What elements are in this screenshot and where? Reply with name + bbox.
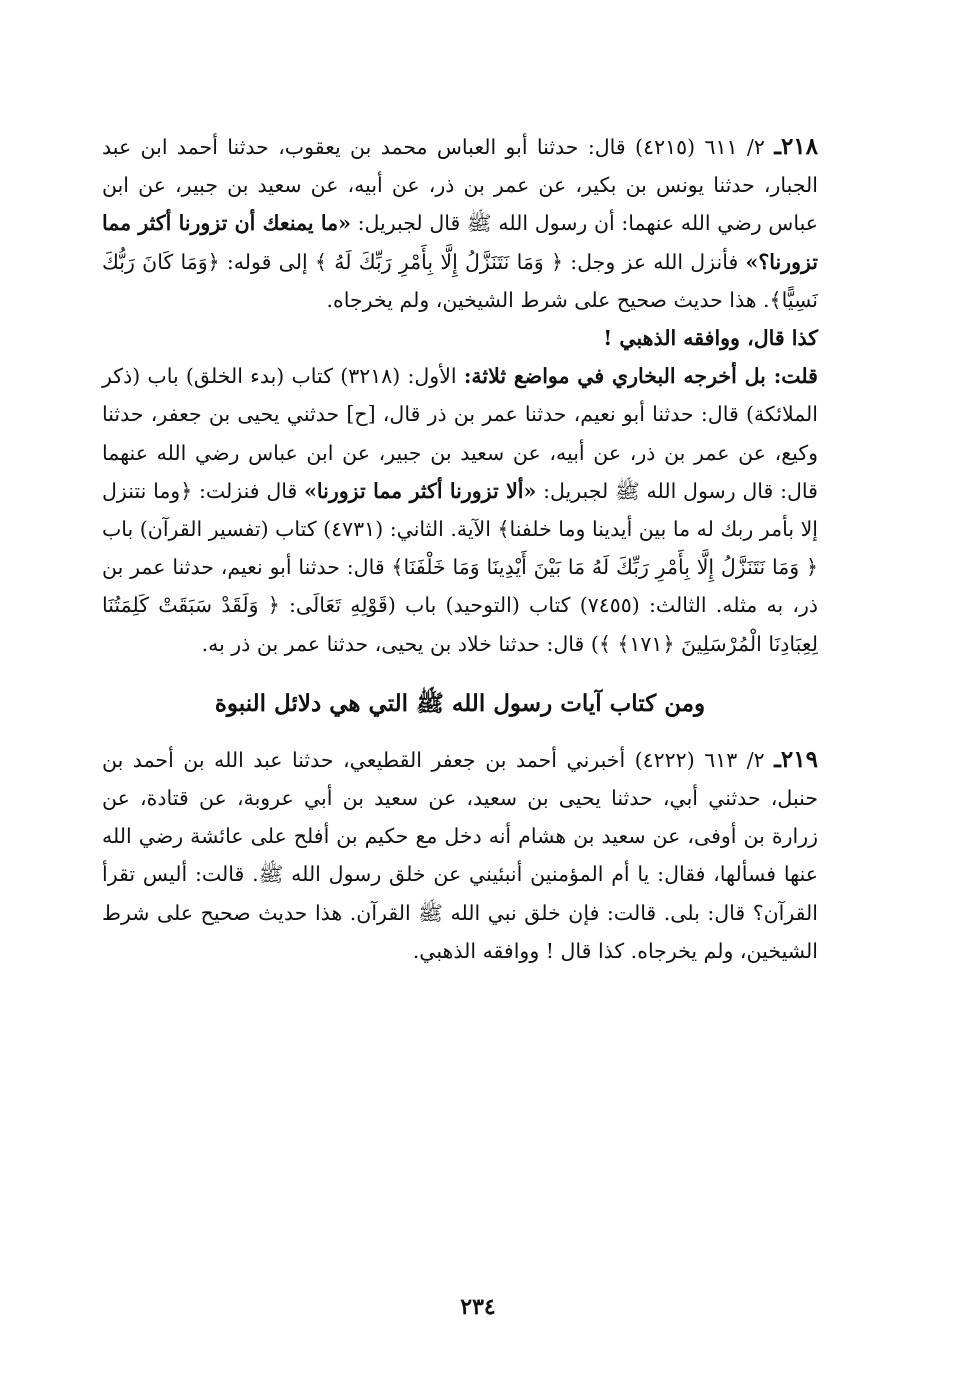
hadith-number: ٢١٩ـ xyxy=(774,745,818,773)
hadith-218 xyxy=(102,128,818,319)
hadith-number: ٢١٨ـ xyxy=(774,133,819,160)
section-heading: ومن كتاب آيات رسول الله ﷺ التي هي دلائل النبوة xyxy=(214,689,706,717)
body-text-2 xyxy=(102,741,818,970)
page-number: ٢٣٤ xyxy=(460,1294,496,1320)
hadith-rest: فأنزل الله عز وجل: ﴿ وَمَا نَتَنَزَّلُ إِلَّا بِأَمْرِ رَبِّكَ لَهُ ﴾ إلى قوله: ﴿وَمَا كَانَ رَبُّكَ نَسِيًّا﴾. هذا حديث صحيح على شرط الشيخين، ولم يخرجاه. xyxy=(102,249,818,312)
hadith-text: ٢/ ٦١١ (٤٢١٥) قال: حدثنا أبو العباس محمد بن يعقوب، حدثنا أحمد ابن عبد الجبار، حدثنا يونس بن بكير، عن عمر بن ذر، عن أبيه، عن سعيد بن جبير، عن ابن عباس رضي الله عنهما: أن رسول الله ﷺ قال لجبريل: xyxy=(102,135,818,236)
hadith-quote: «ما يمنعك أن تزورنا أكثر مما تزورنا؟» xyxy=(102,211,818,274)
hadith-219 xyxy=(102,741,818,970)
commentary-paragraph xyxy=(102,357,818,663)
hadith-text: ٢/ ٦١٣ (٤٢٢٢) أخبرني أحمد بن جعفر القطيعي، حدثنا عبد الله بن أحمد بن حنبل، حدثني أبي، حدثنا يحيى بن سعيد، عن سعيد بن أبي عروبة، عن قتادة، عن زرارة بن أوفى، عن سعيد بن هشام أنه دخل مع حكيم بن أفلح على عائشة رضي الله عنها فسألها، فقال: يا أم المؤمنين أنبئيني عن خلق رسول الله ﷺ. قالت: أليس تقرأ القرآن؟ قال: بلى. قالت: فإن خلق نبي الله ﷺ القرآن. هذا حديث صحيح على شرط الشيخين، ولم يخرجاه. كذا قال ! ووافقه الذهبي. xyxy=(102,747,818,963)
commentary-lead: قلت: بل أخرجه البخاري في مواضع ثلاثة: xyxy=(463,364,818,389)
body-text xyxy=(102,128,818,663)
commentary-quote: «ألا تزورنا أكثر مما تزورنا» xyxy=(304,478,537,503)
dhahabi-note: كذا قال، ووافقه الذهبي ! xyxy=(603,326,818,351)
commentary-text-2: قال فنزلت: ﴿وما نتنزل إلا بأمر ربك له ما بين أيدينا وما خلفنا﴾ الآية. الثاني: (٤٧٣١) كتاب (تفسير القرآن) باب ﴿ وَمَا نَتَنَزَّلُ إِلَّا بِأَمْرِ رَبِّكَ لَهُ مَا بَيْنَ أَيْدِينَا وَمَا خَلْفَنَا﴾ قال: حدثنا أبو نعيم، حدثنا عمر بن ذر، به مثله. الثالث: (٧٤٥٥) كتاب (التوحيد) باب (قَوْلِهِ تَعَالَى: ﴿ وَلَقَدْ سَبَقَتْ كَلِمَتُنَا لِعِبَادِنَا الْمُرْسَلِينَ ﴿١٧١﴾ ﴾) قال: حدثنا خلاد بن يحيى، حدثنا عمر بن ذر به. xyxy=(102,478,818,656)
commentary-text: الأول: (٣٢١٨) كتاب (بدء الخلق) باب (ذكر الملائكة) قال: حدثنا أبو نعيم، حدثنا عمر بن ذر قال، [ح] حدثني يحيى بن جعفر، حدثنا وكيع، عن عمر بن ذر، عن أبيه، عن سعيد بن جبير، عن ابن عباس رضي الله عنهما قال: قال رسول الله ﷺ لجبريل: xyxy=(102,364,818,503)
